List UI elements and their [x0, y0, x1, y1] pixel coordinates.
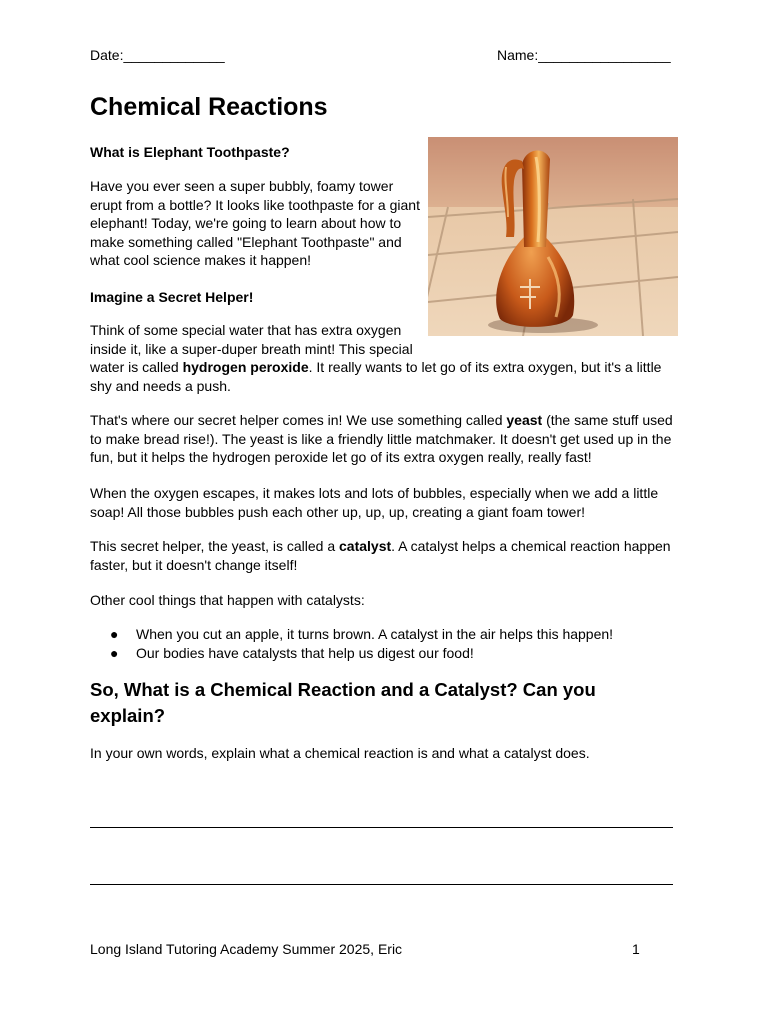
- catalyst-paragraph: [90, 537, 680, 574]
- text-span: That's where our secret helper comes in! We use something called: [90, 412, 507, 428]
- explain-instruction: In your own words, explain what a chemical reaction is and what a catalyst does.: [90, 745, 590, 761]
- hydrogen-peroxide-paragraph-lead: Think of some special water that has extra oxygen inside it, like a super-duper breath mint! This special: [90, 322, 413, 357]
- list-item: [110, 644, 670, 663]
- bubbles-paragraph: When the oxygen escapes, it makes lots and lots of bubbles, especially when we add a little soap! All those bubbles push each other up, up, up, creating a giant foam tower!: [90, 485, 659, 520]
- term-hydrogen-peroxide: hydrogen peroxide: [182, 359, 309, 375]
- yeast-paragraph: [90, 411, 680, 467]
- answer-line[interactable]: [90, 827, 673, 828]
- bullet-icon: ●: [110, 626, 119, 642]
- intro-paragraph: Have you ever seen a super bubbly, foamy tower erupt from a bottle? It looks like toothpaste for a giant elephant! Today, we're going to learn about how to make something called "Elephant Toothpaste" and what cool science makes it happen!: [90, 178, 420, 268]
- term-catalyst: catalyst: [339, 538, 392, 554]
- text-span: water is called: [90, 359, 183, 375]
- catalyst-examples-intro: Other cool things that happen with catalysts:: [90, 592, 365, 608]
- text-span: . It really wants to let go of its extra oxygen, but it's a little shy and needs a push.: [90, 359, 662, 394]
- list-item-text: When you cut an apple, it turns brown. A catalyst in the air helps this happen!: [136, 626, 614, 642]
- list-item-text: Our bodies have catalysts that help us digest our food!: [136, 644, 474, 661]
- text-span: This secret helper, the yeast, is called a: [90, 538, 340, 554]
- hydrogen-peroxide-paragraph: [90, 358, 680, 395]
- name-field: Name:_________________: [497, 47, 671, 63]
- catalyst-examples-list: [110, 625, 670, 662]
- section-heading-elephant-toothpaste: What is Elephant Toothpaste?: [90, 144, 290, 160]
- section-heading-explain: So, What is a Chemical Reaction and a Catalyst? Can you explain?: [90, 679, 596, 726]
- term-yeast: yeast: [506, 412, 543, 428]
- text-span: . A catalyst helps a chemical reaction happen faster, but it doesn't change itself!: [90, 538, 671, 573]
- page-number: 1: [632, 941, 640, 957]
- page-title: Chemical Reactions: [90, 93, 328, 121]
- elephant-toothpaste-photo: [428, 137, 678, 336]
- date-field: Date:_____________: [90, 47, 225, 63]
- footer-credit: Long Island Tutoring Academy Summer 2025, Eric: [90, 941, 403, 957]
- bullet-icon: ●: [110, 644, 119, 661]
- section-heading-secret-helper: Imagine a Secret Helper!: [90, 289, 254, 305]
- answer-line[interactable]: [90, 884, 673, 885]
- list-item: [110, 625, 670, 644]
- text-span: (the same stuff used to make bread rise!). The yeast is like a friendly little matchmaker. It doesn't get used up in the fun, but it helps the hydrogen peroxide let go of its extra oxygen really, really fast!: [90, 412, 673, 465]
